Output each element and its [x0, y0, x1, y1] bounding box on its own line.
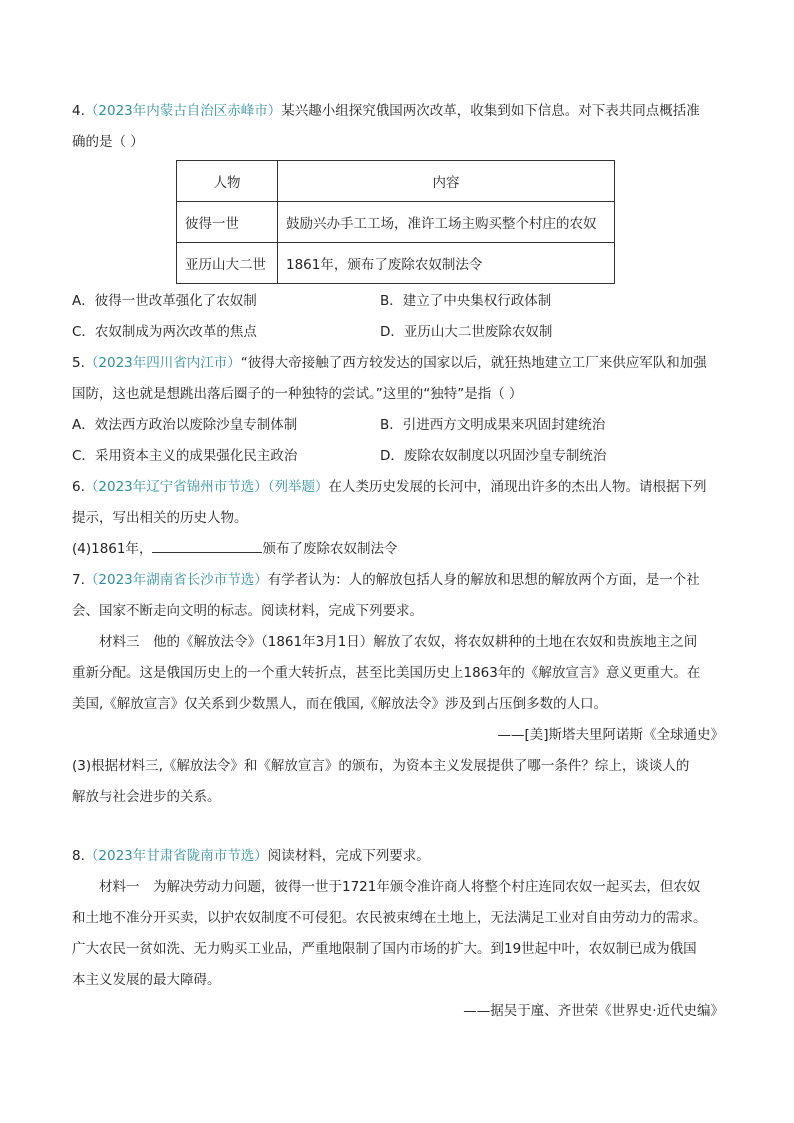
- exam-page: [72, 96, 724, 1027]
- option-a[interactable]: A．彼得一世改革强化了农奴制: [72, 293, 257, 309]
- answer-blank[interactable]: [152, 536, 262, 553]
- question-8-stem: [72, 841, 724, 872]
- material-text: 材料三 他的《解放法令》（1861年3月1日）解放了农奴，将农奴耕种的土地在农奴和贵族地主之间: [99, 634, 698, 650]
- question-6-stem: [72, 472, 724, 534]
- fill-in-suffix: 颁布了废除农奴制法令: [262, 541, 398, 557]
- question-4: [72, 96, 724, 348]
- question-stem-text: 某兴趣小组探究俄国两次改革，收集到如下信息。对下表共同点概括准: [281, 103, 700, 119]
- question-7-stem: [72, 565, 724, 627]
- material-text: 材料一 为解决劳动力问题，彼得一世于1721年颁令准许商人将整个村庄连同农奴一起买去，但农奴: [99, 879, 701, 895]
- material-text: 广大农民一贫如洗、无力购买工业品，严重地限制了国内市场的扩大。到19世起中叶，农奴制已成为俄国: [72, 941, 697, 957]
- option-c[interactable]: C．农奴制成为两次改革的焦点: [72, 324, 257, 340]
- answer-options: [72, 410, 724, 472]
- citation: ——据吴于廑、齐世荣《世界史·近代史编》: [463, 1003, 724, 1019]
- question-source: （2023年四川省内江市）: [84, 355, 241, 371]
- material-text: 和土地不准分开买卖，以护农奴制度不可侵犯。农民被束缚在土地上，无法满足工业对自由劳动力的需求。: [72, 910, 707, 926]
- answer-options: [72, 286, 724, 348]
- question-stem-text: 在人类历史发展的长河中，涌现出许多的杰出人物。请根据下列: [328, 479, 707, 495]
- citation: ——[美]斯塔夫里阿诺斯《全球通史》: [497, 727, 724, 743]
- table-cell: 亚历山大二世: [177, 243, 278, 284]
- fill-in-item: [72, 534, 724, 565]
- question-4-stem: [72, 96, 724, 158]
- answer-space: [72, 813, 724, 841]
- material-passage: [72, 872, 724, 996]
- option-d[interactable]: D．废除农奴制度以巩固沙皇专制统治: [380, 448, 607, 464]
- question-stem-text: 阅读材料，完成下列要求。: [267, 848, 430, 864]
- question-source: （2023年辽宁省锦州市节选）（列举题）: [84, 479, 329, 495]
- table-header-row: [177, 161, 615, 202]
- material-passage: [72, 627, 724, 720]
- table-cell: 彼得一世: [177, 202, 278, 243]
- option-c[interactable]: C．采用资本主义的成果强化民主政治: [72, 448, 298, 464]
- question-stem-text: 会、国家不断走向文明的标志。阅读材料，完成下列要求。: [72, 603, 423, 619]
- material-text: 美国,《解放宣言》仅关系到少数黑人，而在俄国,《解放法令》涉及到占压倒多数的人口。: [72, 696, 608, 712]
- question-7: [72, 565, 724, 813]
- question-source: （2023年湖南省长沙市节选）: [84, 572, 268, 588]
- question-stem-text: “彼得大帝接触了西方较发达的国家以后，就狂热地建立工厂来供应军队和加强: [240, 355, 707, 371]
- sub-question: [72, 751, 724, 813]
- question-number: 5.: [72, 355, 85, 371]
- fill-in-prefix: (4)1861年，: [72, 541, 153, 557]
- question-5-stem: [72, 348, 724, 410]
- question-stem-text: 提示，写出相关的历史人物。: [72, 510, 248, 526]
- question-6: [72, 472, 724, 565]
- sub-question-text: 解放与社会进步的关系。: [72, 789, 221, 805]
- question-source: （2023年甘肃省陇南市节选）: [84, 848, 268, 864]
- question-stem-text: 有学者认为：人的解放包括人身的解放和思想的解放两个方面，是一个社: [267, 572, 700, 588]
- info-table: [176, 160, 615, 284]
- option-d[interactable]: D．亚历山大二世废除农奴制: [380, 324, 553, 340]
- table-cell: 1861年，颁布了废除农奴制法令: [278, 243, 615, 284]
- table-row: [177, 202, 615, 243]
- question-number: 8.: [72, 848, 85, 864]
- question-stem-text: 确的是（ ）: [72, 134, 144, 150]
- question-number: 7.: [72, 572, 85, 588]
- material-text: 重新分配。这是俄国历史上的一个重大转折点，甚至比美国历史上1863年的《解放宣言》意义更重大。在: [72, 665, 701, 681]
- question-source: （2023年内蒙古自治区赤峰市）: [84, 103, 282, 119]
- option-b[interactable]: B．引进西方文明成果来巩固封建统治: [380, 417, 606, 433]
- material-text: 本主义发展的最大障碍。: [72, 972, 221, 988]
- question-stem-text: 国防，这也就是想跳出落后圈子的一种独特的尝试。”这里的“独特”是指（ ）: [72, 386, 523, 402]
- question-number: 4.: [72, 103, 85, 119]
- sub-question-text: (3)根据材料三,《解放法令》和《解放宣言》的颁布，为资本主义发展提供了哪一条件？综上，谈谈人的: [72, 758, 690, 774]
- table-header-cell: 人物: [177, 161, 278, 202]
- table-header-cell: 内容: [278, 161, 615, 202]
- table-cell: 鼓励兴办手工工场，准许工场主购买整个村庄的农奴: [278, 202, 615, 243]
- option-b[interactable]: B．建立了中央集权行政体制: [380, 293, 552, 309]
- question-number: 6.: [72, 479, 85, 495]
- question-8: [72, 841, 724, 1027]
- table-row: [177, 243, 615, 284]
- option-a[interactable]: A．效法西方政治以废除沙皇专制体制: [72, 417, 298, 433]
- question-5: [72, 348, 724, 472]
